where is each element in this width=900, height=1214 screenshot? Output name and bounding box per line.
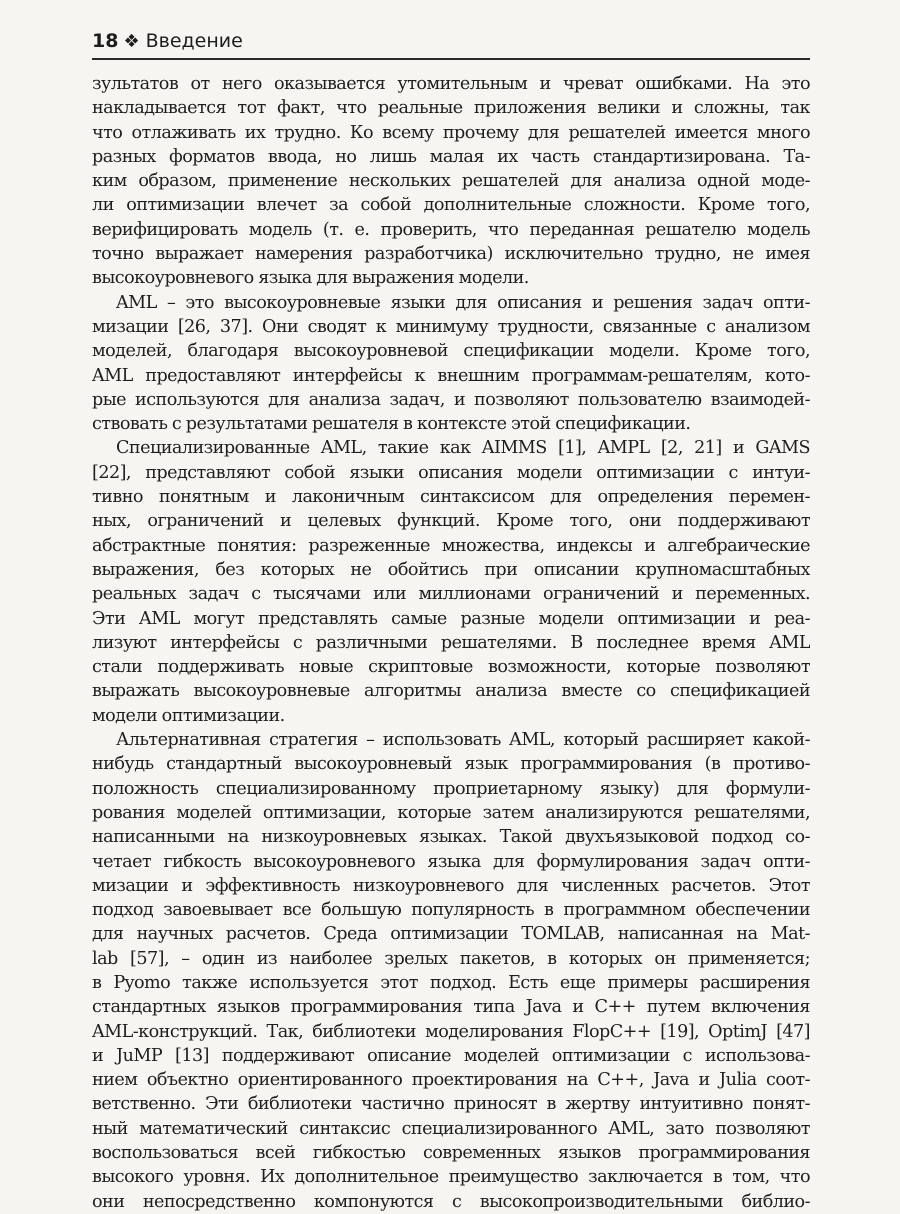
ornament-icon: ❖	[123, 31, 140, 52]
text-line: Специализированные AML, такие как AIMMS [1], AMPL [2, 21] и GAMS	[116, 438, 810, 459]
text-line: и JuMP [13] поддерживают описание моделей оптимизации с использова-	[92, 1045, 810, 1066]
text-line: моделей, благодаря высокоуровневой спецификации модели. Кроме того,	[92, 341, 810, 362]
body-text	[92, 72, 810, 1214]
text-line: разных форматов ввода, но лишь малая их часть стандартизирована. Та-	[92, 146, 810, 167]
text-line: тивно понятным и лаконичным синтаксисом для определения перемен-	[92, 487, 810, 508]
text-line: мизации и эффективность низкоуровневого для численных расчетов. Этот	[92, 875, 810, 896]
text-line: четает гибкость высокоуровневого языка для формулирования задач опти-	[92, 851, 810, 872]
text-line: лизуют интерфейсы с различными решателями. В последнее время AML	[92, 632, 810, 653]
text-line: AML – это высокоуровневые языки для описания и решения задач опти-	[116, 292, 810, 313]
text-line: [22], представляют собой языки описания модели оптимизации с интуи-	[92, 462, 810, 483]
text-line: выражения, без которых не обойтись при описании крупномасштабных	[92, 559, 810, 580]
paragraph	[92, 728, 810, 1214]
text-line: выражать высокоуровневые алгоритмы анализа вместе со спецификацией	[92, 681, 810, 702]
text-line: нибудь стандартный высокоуровневый язык программирования (в противо-	[92, 754, 810, 775]
page-number: 18	[92, 30, 119, 52]
text-line: Эти AML могут представлять самые разные модели оптимизации и реа-	[92, 608, 810, 629]
text-line: зультатов от него оказывается утомительным и чреват ошибками. На это	[92, 74, 810, 94]
text-line: ветственно. Эти библиотеки частично приносят в жертву интуитивно понят-	[92, 1094, 810, 1115]
text-line: воспользоваться всей гибкостью современных языков программирования	[92, 1143, 810, 1164]
text-line: высокого уровня. Их дополнительное преимущество заключается в том, что	[92, 1167, 810, 1188]
text-line: ли оптимизации влечет за собой дополнительные сложности. Кроме того,	[92, 195, 810, 216]
text-line: рые используются для анализа задач, и позволяют пользователю взаимодей-	[92, 389, 810, 410]
text-line: ных, ограничений и целевых функций. Кроме того, они поддерживают	[92, 511, 810, 532]
text-line: стали поддерживать новые скриптовые возможности, которые позволяют	[92, 657, 810, 678]
text-line: высокоуровневого языка для выражения модели.	[92, 268, 529, 289]
section-title: Введение	[145, 30, 243, 52]
paragraph	[92, 436, 810, 728]
text-line: Альтернативная стратегия – использовать AML, который расширяет какой-	[116, 730, 810, 751]
text-line: ствовать с результатами решателя в контексте этой спецификации.	[92, 414, 691, 435]
text-line: мизации [26, 37]. Они сводят к минимуму трудности, связанные с анализом	[92, 316, 810, 337]
text-line: написанными на низкоуровневых языках. Такой двухъязыковой подход со-	[92, 827, 810, 848]
text-line: для научных расчетов. Среда оптимизации TOMLAB, написанная на Mat-	[92, 924, 810, 945]
text-line: в Pyomo также используется этот подход. Есть еще примеры расширения	[92, 972, 810, 993]
paragraph	[92, 72, 810, 291]
text-line: ким образом, применение нескольких решателей для анализа одной моде-	[92, 171, 810, 192]
header-rule	[92, 58, 810, 60]
text-line: точно выражает намерения разработчика) исключительно трудно, не имея	[92, 244, 810, 265]
text-line: нием объектно ориентированного проектирования на C++, Java и Julia соот-	[92, 1070, 810, 1091]
text-line: верифицировать модель (т. е. проверить, что переданная решателю модель	[92, 219, 810, 240]
text-line: абстрактные понятия: разреженные множества, индексы и алгебраические	[92, 535, 810, 556]
text-line: они непосредственно компонуются с высокопроизводительными библио-	[92, 1191, 810, 1212]
text-line: модели оптимизации.	[92, 705, 285, 726]
text-line: реальных задач с тысячами или миллионами ограничений и переменных.	[92, 584, 810, 605]
paragraph	[92, 291, 810, 437]
text-line: AML-конструкций. Так, библиотеки моделирования FlopC++ [19], OptimJ [47]	[92, 1021, 810, 1042]
text-line: подход завоевывает все большую популярность в программном обеспечении	[92, 900, 810, 921]
running-header	[92, 26, 810, 56]
text-line: накладывается тот факт, что реальные приложения велики и сложны, так	[92, 98, 810, 119]
text-line: положность специализированному проприетарному языку) для формули-	[92, 778, 810, 799]
text-line: AML предоставляют интерфейсы к внешним программам-решателям, кото-	[92, 365, 810, 386]
text-line: lab [57], – один из наиболее зрелых пакетов, в которых он применяется;	[92, 948, 810, 969]
text-line: стандартных языков программирования типа Java и C++ путем включения	[92, 997, 810, 1018]
text-line: ный математический синтаксис специализированного AML, зато позволяют	[92, 1118, 810, 1139]
text-line: что отлаживать их трудно. Ко всему прочему для решателей имеется много	[92, 122, 810, 143]
text-line: рования моделей оптимизации, которые затем анализируются решателями,	[92, 802, 810, 823]
